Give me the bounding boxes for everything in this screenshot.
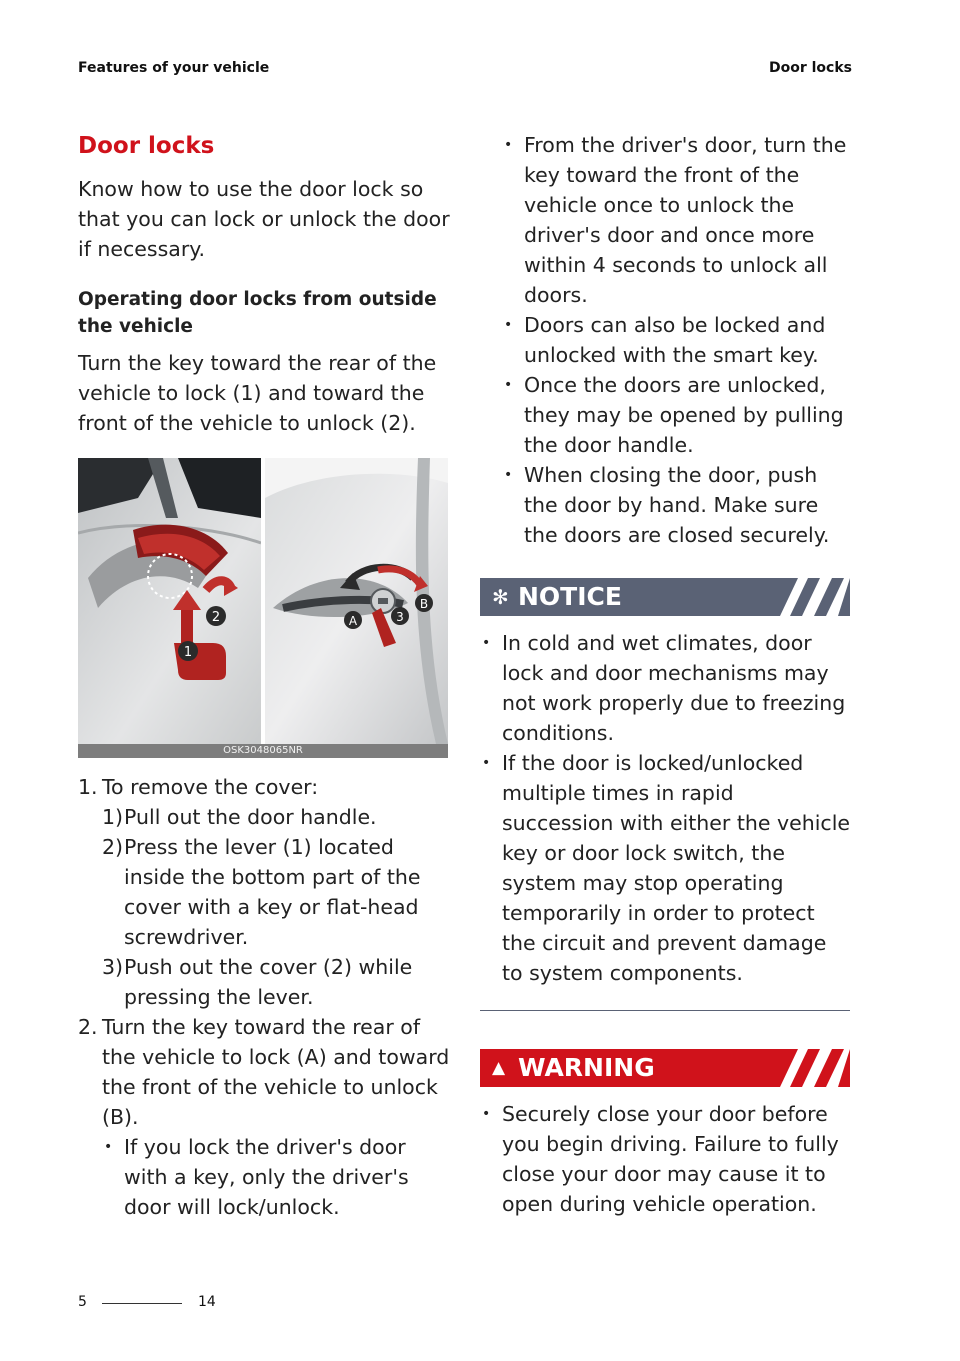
step-2: [78, 1012, 450, 1222]
notice-list: [480, 628, 850, 988]
step-1: [78, 772, 450, 1012]
substep-number: 1): [102, 805, 124, 829]
instruction-paragraph: Turn the key toward the rear of the vehicle to lock (1) and toward the front of the vehicle to unlock (2).: [78, 351, 437, 435]
door-handle-diagram: [78, 458, 448, 758]
warning-banner: [480, 1049, 850, 1087]
step-bullet: • If you lock the driver's door with a key, only the driver's door will lock/unlock.: [102, 1132, 450, 1222]
label-3: 3: [396, 610, 404, 624]
list-item: • Doors can also be locked and unlocked with the smart key.: [502, 310, 850, 370]
left-column: [78, 130, 450, 1222]
right-column: [480, 130, 850, 1219]
running-header-section: Features of your vehicle: [78, 60, 270, 76]
asterisk-icon: ✻: [492, 585, 509, 609]
substep-1: [102, 802, 450, 832]
divider: [480, 1010, 850, 1011]
label-a: A: [348, 614, 358, 628]
list-item: • Securely close your door before you begin driving. Failure to fully close your door may cause it to open during vehicle operation.: [480, 1099, 850, 1219]
substep-2: [102, 832, 450, 952]
stripes-decoration: [780, 578, 850, 616]
substep-number: 3): [102, 955, 124, 979]
substep-number: 2): [102, 835, 124, 859]
section-title: Door locks: [78, 133, 215, 159]
chapter-number: 5: [78, 1294, 87, 1310]
step-text: Turn the key toward the rear of the vehicle to lock (A) and toward the front of the vehicle to unlock (B).: [102, 1015, 450, 1129]
step-number: 2.: [78, 1015, 98, 1039]
intro-paragraph: Know how to use the door lock so that you can lock or unlock the door if necessary.: [78, 177, 450, 261]
removal-steps: [78, 772, 450, 1222]
label-1: 1: [183, 645, 193, 660]
subsection-title: Operating door locks from outside the vehicle: [78, 289, 437, 337]
list-item: • From the driver's door, turn the key toward the front of the vehicle once to unlock the driver's door and once more within 4 seconds to unlock all doors.: [502, 130, 850, 310]
door-lock-illustration: [78, 458, 448, 758]
list-item: • If the door is locked/unlocked multiple times in rapid succession with either the vehicle key or door lock switch, the system may stop operating temporarily in order to protect the circuit and prevent damage to system components.: [480, 748, 850, 988]
notice-banner: [480, 578, 850, 616]
notice-title: NOTICE: [518, 582, 622, 611]
warning-title: WARNING: [518, 1053, 655, 1082]
list-item: • When closing the door, push the door by hand. Make sure the doors are closed securely.: [502, 460, 850, 550]
page-number: 14: [198, 1294, 216, 1310]
substep-text: Push out the cover (2) while pressing the lever.: [124, 955, 413, 1009]
running-header-topic: Door locks: [769, 60, 852, 76]
figure-code: OSK3048065NR: [78, 744, 448, 758]
substep-3: [102, 952, 450, 1012]
unlock-notes-list: [502, 130, 850, 550]
label-b: B: [419, 597, 429, 611]
list-item: • Once the doors are unlocked, they may be opened by pulling the door handle.: [502, 370, 850, 460]
label-2: 2: [211, 610, 221, 625]
list-item: • In cold and wet climates, door lock and door mechanisms may not work properly due to freezing conditions.: [480, 628, 850, 748]
warning-triangle-icon: ▲: [492, 1058, 506, 1078]
footer-rule: [102, 1303, 182, 1304]
stripes-decoration: [780, 1049, 850, 1087]
step-number: 1.: [78, 775, 98, 799]
step-text: To remove the cover:: [102, 775, 319, 799]
warning-list: [480, 1099, 850, 1219]
substep-text: Pull out the door handle.: [124, 805, 377, 829]
substep-text: Press the lever (1) located inside the bottom part of the cover with a key or flat-head screwdriver.: [124, 835, 421, 949]
